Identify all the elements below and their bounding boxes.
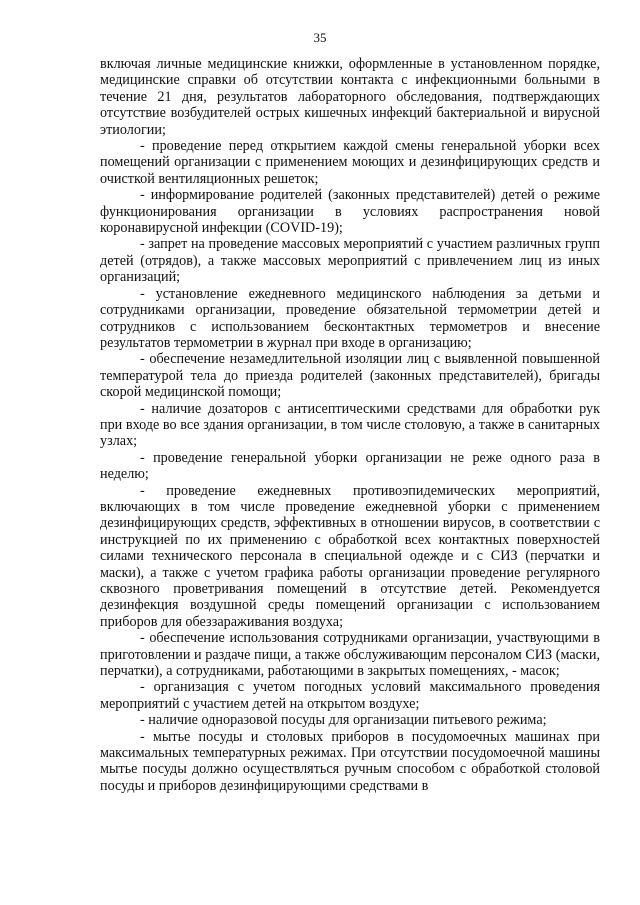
paragraph: - установление ежедневного медицинского наблюдения за детьми и сотрудниками организации, проведение обязательной термометрии детей и сотрудников с использованием бесконтактных термометров и внесение результатов термометрии в журнал при входе в организацию; [100,285,600,351]
page-number: 35 [313,30,327,45]
paragraph: - проведение ежедневных противоэпидемических мероприятий, включающих в том числе проведение ежедневной уборки с применением дезинфицирующих средств, эффективных в отношении вирусов, в соответствии с инструкцией по их применению с обработкой всех контактных поверхностей силами технического персонала в специальной одежде и с СИЗ (перчатки и маски), а также с учетом графика работы организации проведение регулярного сквозного проветривания помещений в отсутствие детей. Рекомендуется дезинфекция воздушной среды помещений организации с использованием приборов для обеззараживания воздуха; [100,482,600,630]
paragraph: включая личные медицинские книжки, оформленные в установленном порядке, медицинские справки об отсутствии контакта с инфекционными больными в течение 21 дня, результатов лабораторного обследования, подтверждающих отсутствие возбудителей острых кишечных инфекций бактериальной и вирусной этиологии; [100,56,600,138]
paragraph: - проведение перед открытием каждой смены генеральной уборки всех помещений организации с применением моющих и дезинфицирующих средств и очисткой вентиляционных решеток; [100,138,600,187]
paragraph: - мытье посуды и столовых приборов в посудомоечных машинах при максимальных температурных режимах. При отсутствии посудомоечной машины мытье посуды должно осуществляться ручным способом с обработкой столовой посуды и приборов дезинфицирующими средствами в [100,728,600,794]
paragraph: - информирование родителей (законных представителей) детей о режиме функционирования организации в условиях распространения новой коронавирусной инфекции (COVID-19); [100,187,600,237]
paragraph: - запрет на проведение массовых мероприятий с участием различных групп детей (отрядов), а также массовых мероприятий с привлечением лиц из иных организаций; [100,236,600,286]
paragraph: - наличие одноразовой посуды для организации питьевого режима; [140,712,547,729]
paragraph: - обеспечение незамедлительной изоляции лиц с выявленной повышенной температурой тела до приезда родителей (законных представителей), бригады скорой медицинской помощи; [100,351,600,401]
paragraph: - наличие дозаторов с антисептическими средствами для обработки рук при входе во все здания организации, в том числе столовую, а также в санитарных узлах; [100,400,600,450]
body-text [100,56,600,794]
paragraph: - организация с учетом погодных условий максимального проведения мероприятий с участием детей на открытом воздухе; [100,679,600,712]
paragraph: - проведение генеральной уборки организации не реже одного раза в неделю; [100,449,600,483]
paragraph: - обеспечение использования сотрудниками организации, участвующими в приготовлении и раздаче пищи, а также обслуживающим персоналом СИЗ (маски, перчатки), а сотрудниками, работающими в закрытых помещениях, - масок; [100,630,600,680]
